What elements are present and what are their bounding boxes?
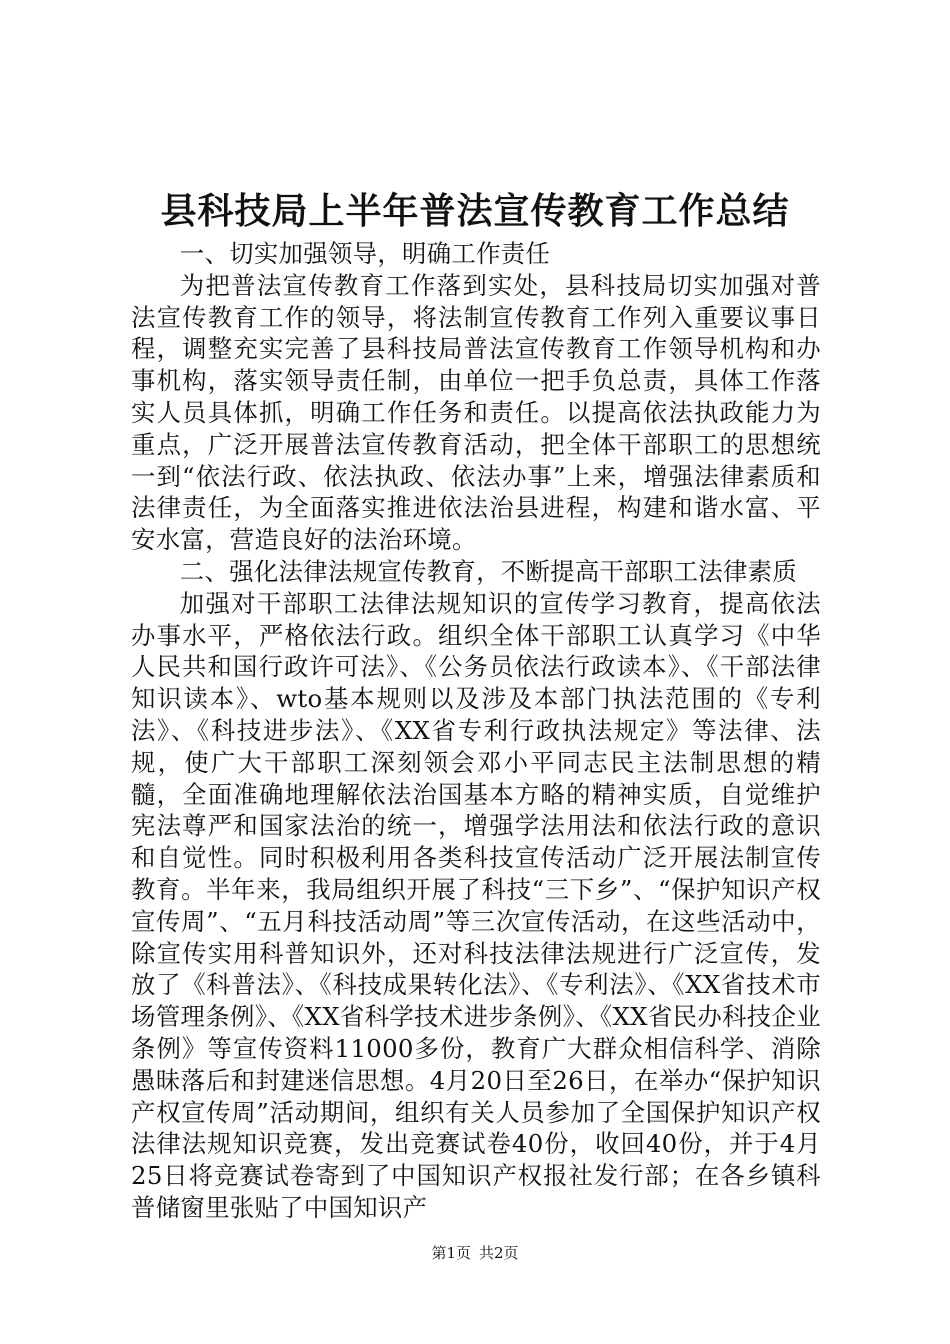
document-body: [131, 238, 821, 1224]
section-heading-2: 二、强化法律法规宣传教育，不断提高干部职工法律素质: [179, 556, 798, 586]
page-total: 共2页: [479, 1244, 519, 1262]
paragraph-2: 加强对干部职工法律法规知识的宣传学习教育，提高依法办事水平，严格依法行政。组织全体干部职工认真学习《中华人民共和国行政许可法》、《公务员依法行政读本》、《干部法律知识读本》、wto基本规则以及涉及本部门执法范围的《专利法》、《科技进步法》、《XX省专利行政执法规定》等法律、法规，使广大干部职工深刻领会邓小平同志民主法制思想的精髓，全面准确地理解依法治国基本方略的精神实质，自觉维护宪法尊严和国家法治的统一，增强学法用法和依法行政的意识和自觉性。同时积极利用各类科技宣传活动广泛开展法制宣传教育。半年来，我局组织开展了科技“三下乡”、“保护知识产权宣传周”、“五月科技活动周”等三次宣传活动，在这些活动中，除宣传实用科普知识外，还对科技法律法规进行广泛宣传，发放了《科普法》、《科技成果转化法》、《专利法》、《XX省技术市场管理条例》、《XX省科学技术进步条例》、《XX省民办科技企业条例》等宣传资料11000多份，教育广大群众相信科学、消除愚昧落后和封建迷信思想。4月20日至26日，在举办“保护知识产权宣传周”活动期间，组织有关人员参加了全国保护知识产权法律法规知识竞赛，发出竞赛试卷40份，收回40份，并于4月25日将竞赛试卷寄到了中国知识产权报社发行部；在各乡镇科普储窗里张贴了中国知识产: [131, 588, 821, 1222]
section-heading-1: 一、切实加强领导，明确工作责任: [179, 239, 551, 268]
paragraph-1: 为把普法宣传教育工作落到实处，县科技局切实加强对普法宣传教育工作的领导，将法制宣传教育工作列入重要议事日程，调整充实完善了县科技局普法宣传教育工作领导机构和办事机构，落实领导责任制，由单位一把手负总责，具体工作落实人员具体抓，明确工作任务和责任。以提高依法执政能力为重点，广泛开展普法宣传教育活动，把全体干部职工的思想统一到“依法行政、依法执政、依法办事”上来，增强法律素质和法律责任，为全面落实推进依法治县进程，构建和谐水富、平安水富，营造良好的法治环境。: [131, 270, 821, 555]
page-number: 第1页: [431, 1244, 471, 1262]
document-title: 县科技局上半年普法宣传教育工作总结: [160, 190, 790, 232]
page-footer: [0, 1243, 950, 1263]
